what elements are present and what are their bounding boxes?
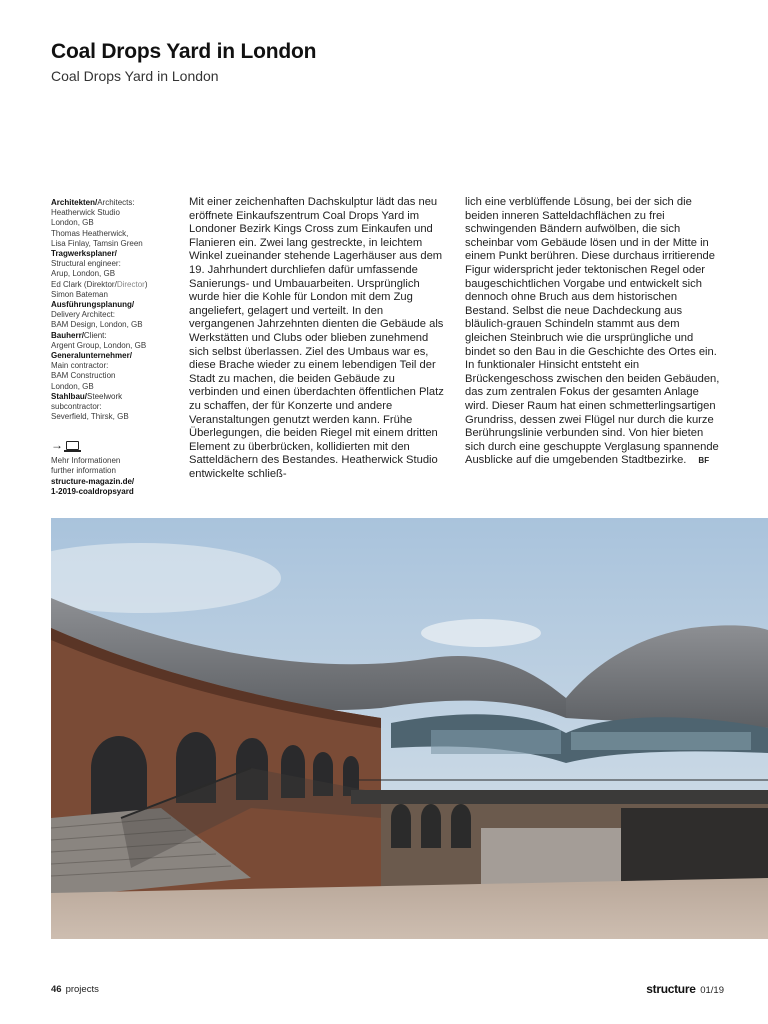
credit-line: Ed Clark (Direktor/Director): [51, 279, 148, 289]
body-paragraph: In funktionaler Hinsicht entsteht ein Brückengeschoss zwischen den beiden Gebäuden, das zum zentralen Fokus der gesamten Anlage wird. Dieser Raum hat einen schmetterlingsartigen Grundriss, dessen zwei Flügel nur durch die kurze Berührungslinie verbunden sind. Von hier bieten sich durch eine geschuppte Verglasung spannende Ausblicke auf die umgebenden Stadtbezirke. BF: [465, 359, 720, 467]
author-initials: BF: [698, 456, 710, 466]
credit-structural-role: Tragwerksplaner/: [51, 249, 117, 259]
page-number: 46: [51, 984, 62, 995]
project-credits: [51, 198, 181, 422]
magazine-logo: structure: [646, 982, 696, 996]
more-info-url[interactable]: structure-magazin.de/: [51, 476, 135, 486]
more-info-url[interactable]: 1-2019-coaldropsyard: [51, 486, 134, 496]
body-column-1: [189, 196, 447, 481]
more-info-label-en: further information: [51, 466, 116, 476]
screen-icon: [66, 441, 79, 450]
body-column-2: [465, 196, 723, 468]
credit-line: Severfield, Thirsk, GB: [51, 412, 129, 422]
credit-line: subcontractor:: [51, 402, 102, 412]
credit-line: London, GB: [51, 218, 94, 228]
credit-architects-role: Architekten/Architects:: [51, 198, 135, 207]
more-info-block: [51, 440, 181, 497]
credit-line: Lisa Finlay, Tamsin Green: [51, 238, 143, 248]
credit-line: Argent Group, London, GB: [51, 340, 147, 350]
coal-drops-yard-photo: [51, 518, 768, 939]
credit-delivery-role: Ausführungsplanung/: [51, 300, 135, 310]
article-subtitle: Coal Drops Yard in London: [51, 68, 219, 84]
credit-line: Main contractor:: [51, 361, 109, 371]
credit-line: Structural engineer:: [51, 259, 121, 269]
issue-number: 01/19: [700, 985, 724, 996]
credit-line: BAM Design, London, GB: [51, 320, 143, 330]
credit-client-role: Bauherr/Client:: [51, 330, 107, 340]
credit-steel-role: Stahlbau/Steelwork: [51, 391, 123, 401]
credit-contractor-role: Generalunternehmer/: [51, 351, 132, 361]
credit-line: Simon Bateman: [51, 289, 108, 299]
body-paragraph: lich eine verblüffende Lösung, bei der sich die beiden inneren Satteldachflächen zu frei schwingenden Bändern aufwölben, die sich scheinbar vom Gebäude lösen und in der Mitte in einem Punkt berühren. Diese durchaus irritierende Figur widerspricht jeder tektonischen Regel oder baugeschichtlichen Vorgabe und entwickelt sich dennoch ohne Bruch aus dem historischen Bestand. Selbst die neue Dachdeckung aus bläulich-grauen Schindeln stammt aus dem gleichen Steinbruch wie die ursprüngliche und bindet so den Bau in die Geschichte des Ortes ein.: [465, 196, 717, 358]
web-link-icon: →: [51, 440, 181, 450]
credit-line: Delivery Architect:: [51, 310, 116, 320]
article-title: Coal Drops Yard in London: [51, 40, 317, 63]
credit-line: London, GB: [51, 381, 94, 391]
credit-line: BAM Construction: [51, 371, 116, 381]
body-paragraph: Mit einer zeichenhaften Dachskulptur lädt das neu eröffnete Einkaufszentrum Coal Drops Yard im Londoner Bezirk Kings Cross zum Einkaufen und Flanieren ein. Zwei lang gestreckte, in leichtem Winkel zueinander stehende Lagerhäuser aus dem 19. Jahrhundert durchliefen dafür umfassende Sanierungs- und Umbauarbeiten. Ursprünglich wurde hier die Kohle für London mit dem Zug angeliefert, gelagert und verteilt. In den vergangenen Jahrzehnten dienten die Gebäude als Werkstätten und Clubs oder blieben zunehmend sich selbst überlassen. Ziel des Umbaus war es, diese Brache wieder zu einem lebendigen Teil der Stadt zu machen, die beiden Gebäude zu verbinden und einen überdachten öffentlichen Platz zu schaffen, der für Konzerte und andere Veranstaltungen genutzt werden kann. Frühe Überlegungen, die beiden Riegel mit einem dritten Element zu überbrücken, kollidierten mit den Satteldächern des Bestandes. Heatherwick Studio entwickelte schließ-: [189, 196, 444, 480]
credit-line: Thomas Heatherwick,: [51, 228, 129, 238]
more-info-label-de: Mehr Informationen: [51, 456, 121, 466]
page-footer-left: [51, 984, 99, 995]
hero-photo: [51, 518, 768, 939]
credit-line: Heatherwick Studio: [51, 208, 120, 218]
page-footer-right: [646, 982, 724, 996]
section-name: projects: [65, 984, 99, 995]
credit-line: Arup, London, GB: [51, 269, 116, 279]
